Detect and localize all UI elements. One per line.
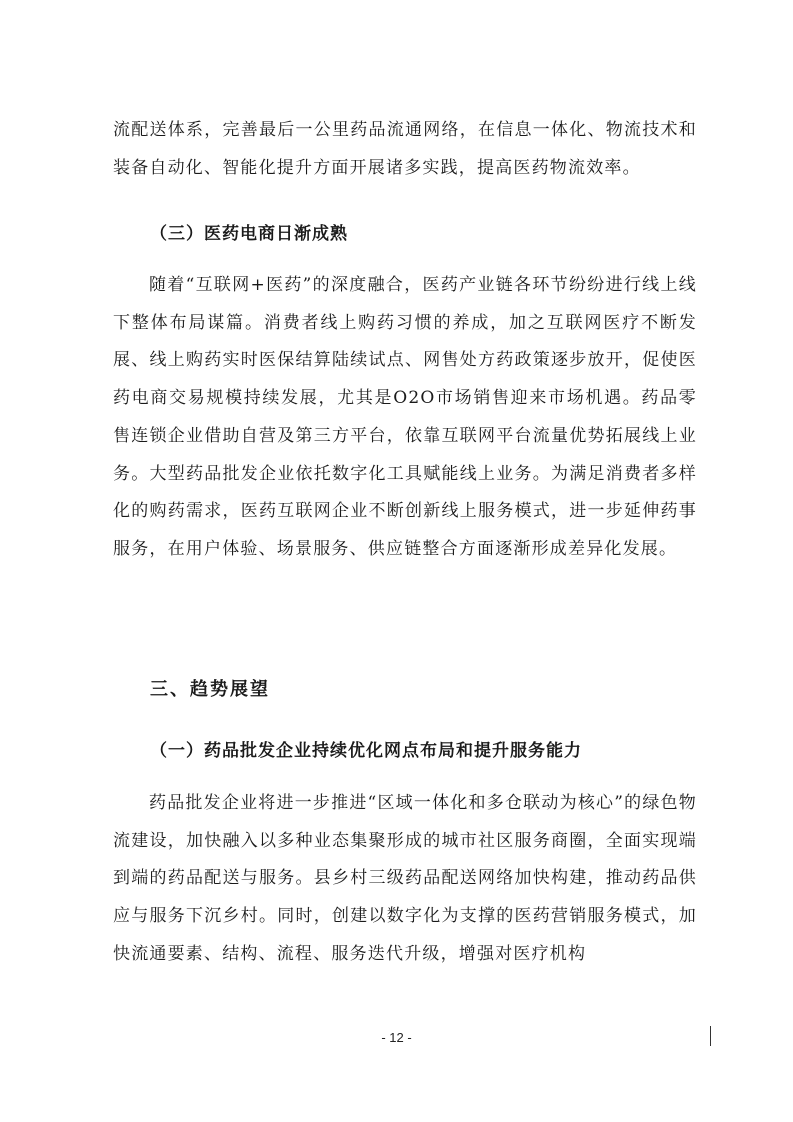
heading-ecommerce-maturing: （三）医药电商日渐成熟 [150,224,348,244]
page-number: - 12 - [381,1030,412,1045]
margin-mark [710,1026,711,1046]
heading-trend-outlook: 三、趋势展望 [150,679,270,700]
paragraph-pharma-ecommerce: 随着“互联网+医药”的深度融合，医药产业链各环节纷纷进行线上线下整体布局谋篇。消费者线上购药习惯的养成，加之互联网医疗不断发展、线上购药实时医保结算陆续试点、网售处方药政策逐步放开，促使医药电商交易规模持续发展，尤其是O2O市场销售迎来市场机遇。药品零售连锁企业借助自营及第三方平台，依靠互联网平台流量优势拓展线上业务。大型药品批发企业依托数字化工具赋能线上业务。为满足消费者多样化的购药需求，医药互联网企业不断创新线上服务模式，进一步延伸药事服务，在用户体验、场景服务、供应链整合方面逐渐形成差异化发展。 [113,275,697,559]
heading-wholesale-optimization: （一）药品批发企业持续优化网点布局和提升服务能力 [150,741,582,761]
paragraph-wholesale-logistics: 药品批发企业将进一步推进“区域一体化和多仓联动为核心”的绿色物流建设，加快融入以多种业态集聚形成的城市社区服务商圈，全面实现端到端的药品配送与服务。县乡村三级药品配送网络加快构建，推动药品供应与服务下沉乡村。同时，创建以数字化为支撑的医药营销服务模式，加快流通要素、结构、流程、服务迭代升级，增强对医疗机构 [113,793,697,964]
paragraph-logistics-continuation: 流配送体系，完善最后一公里药品流通网络，在信息一体化、物流技术和装备自动化、智能化提升方面开展诸多实践，提高医药物流效率。 [113,120,697,178]
